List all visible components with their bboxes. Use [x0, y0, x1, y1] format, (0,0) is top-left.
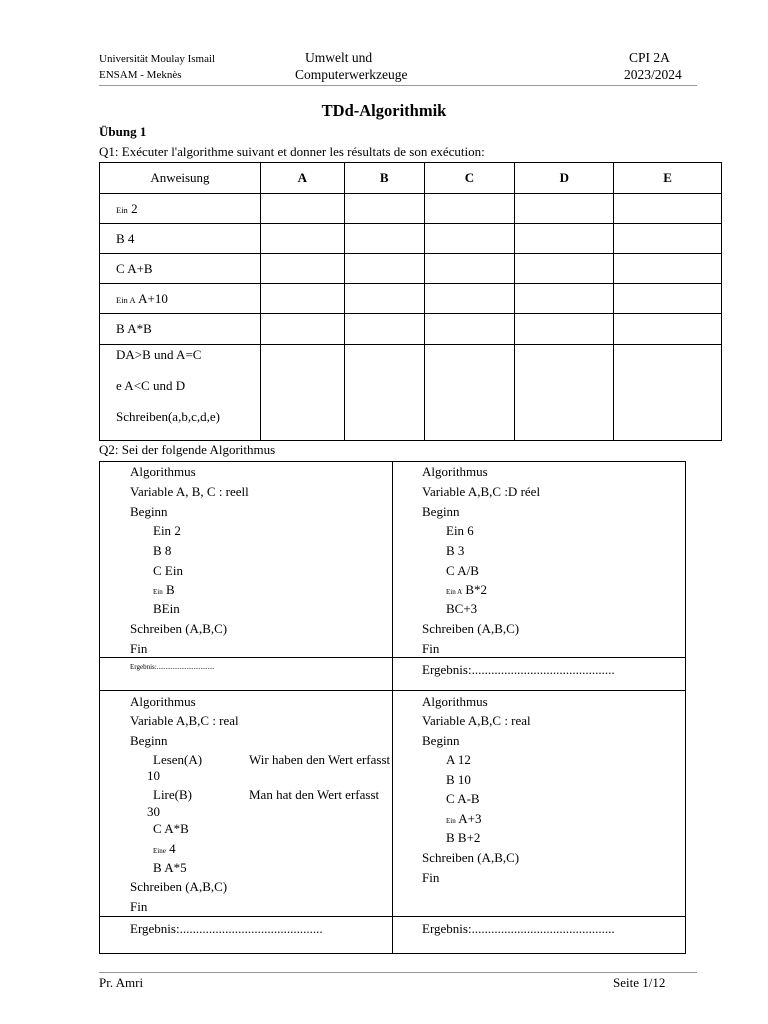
q1-prompt: Q1: Exécuter l'algorithme suivant et donner les résultats de son exécution: [99, 144, 485, 159]
q1-cell [515, 224, 614, 254]
box3-read2-value: 30 [147, 804, 160, 819]
footer-author: Pr. Amri [99, 975, 144, 990]
box3-end: Fin [130, 899, 148, 914]
table-row [100, 344, 722, 440]
header-class: CPI 2A [629, 50, 670, 65]
page-title: TDd-Algorithmik [321, 101, 447, 120]
box1-begin: Beginn [130, 504, 168, 519]
box1-write: Schreiben (A,B,C) [130, 621, 228, 636]
footer-page-number: Seite 1/12 [613, 975, 666, 990]
q1-cell [260, 284, 344, 314]
box2-begin: Beginn [422, 504, 460, 519]
header-school: ENSAM - Meknès [99, 69, 182, 81]
q1-col-d: D [515, 163, 614, 194]
q1-col-b: B [344, 163, 424, 194]
table-row [100, 314, 722, 344]
row5-text: B A*B [116, 321, 152, 337]
q1-cell [260, 194, 344, 224]
box2-line1: Ein 6 [446, 523, 474, 538]
q1-row4-instruction [100, 284, 261, 314]
q1-header-row [100, 163, 722, 194]
q1-cell [344, 224, 424, 254]
row4-text: A+10 [135, 290, 168, 306]
q1-cell [515, 254, 614, 284]
q1-cell [515, 344, 614, 440]
q1-cell [424, 344, 515, 440]
box3-line4 [153, 841, 176, 857]
header-course-line1: Umwelt und [305, 50, 373, 65]
box2-end: Fin [422, 641, 440, 656]
box2-line3: C A/B [446, 563, 479, 578]
box4-line4 [446, 811, 482, 827]
q1-row3-instruction [100, 254, 261, 284]
box4-line4-small: Ein [446, 817, 456, 825]
box4-line5: B B+2 [446, 830, 481, 845]
q1-cell [344, 344, 424, 440]
q1-cell [260, 254, 344, 284]
table-row [100, 254, 722, 284]
q1-cell [424, 314, 515, 344]
box2-var: Variable A,B,C :D réel [422, 484, 541, 499]
row4-small-label: Ein A [116, 294, 136, 305]
box2-line4 [446, 582, 487, 598]
box4-title: Algorithmus [422, 694, 488, 709]
box1-line4 [153, 582, 175, 598]
table-row [100, 194, 722, 224]
box3-line4-text: 4 [165, 841, 176, 856]
box4-result: Ergebnis:............................................ [422, 921, 615, 936]
q1-col-a: A [260, 163, 344, 194]
q2-divider-1 [99, 657, 686, 658]
q2-divider-2 [99, 690, 686, 691]
q1-cell [424, 254, 515, 284]
q1-cell [614, 344, 722, 440]
q1-cell [614, 254, 722, 284]
box3-line5: B A*5 [153, 860, 187, 875]
box3-write: Schreiben (A,B,C) [130, 879, 228, 894]
box3-title: Algorithmus [130, 694, 196, 709]
q2-divider-3 [99, 916, 686, 917]
q1-table [99, 162, 722, 441]
q1-cell [515, 284, 614, 314]
q1-cell [424, 284, 515, 314]
box2-line5: BC+3 [446, 601, 478, 616]
q1-cell [344, 314, 424, 344]
q1-cell [424, 224, 515, 254]
box2-write: Schreiben (A,B,C) [422, 621, 520, 636]
q1-cell [515, 314, 614, 344]
box4-begin: Beginn [422, 733, 460, 748]
row1-small-label: Ein [116, 204, 128, 215]
box1-title: Algorithmus [130, 464, 196, 479]
box1-line1-small: Ein [153, 523, 172, 538]
box2-line4-text: B*2 [462, 582, 488, 597]
header-university: Universität Moulay Ismail [99, 53, 216, 65]
q2-grid-vdivider [392, 461, 393, 954]
q1-row6-instruction [100, 344, 261, 440]
box1-var: Variable A, B, C : reell [130, 484, 249, 499]
q1-cell [614, 284, 722, 314]
box1-line2: B 8 [153, 543, 172, 558]
box3-line3: C A*B [153, 821, 189, 836]
header-course-line2: Computerwerkzeuge [295, 67, 408, 82]
box1-end: Fin [130, 641, 148, 656]
box4-line4-text: A+3 [455, 811, 482, 826]
row6-line3: Schreiben(a,b,c,d,e) [116, 408, 220, 424]
box3-read1-value: 10 [147, 768, 160, 783]
box1-line1-text: 2 [171, 523, 181, 538]
box1-line1 [153, 523, 181, 539]
box4-line3: C A-B [446, 791, 480, 806]
exercise-heading: Übung 1 [99, 124, 147, 139]
table-row [100, 284, 722, 314]
box3-var: Variable A,B,C : real [130, 713, 239, 728]
header-year: 2023/2024 [624, 67, 682, 82]
box3-read2-comment: Man hat den Wert erfasst [249, 787, 380, 802]
footer-divider [99, 972, 697, 973]
box4-write: Schreiben (A,B,C) [422, 850, 520, 865]
table-row [100, 224, 722, 254]
q1-cell [614, 314, 722, 344]
box4-var: Variable A,B,C : real [422, 713, 531, 728]
q1-row2-instruction [100, 224, 261, 254]
box2-line2: B 3 [446, 543, 465, 558]
q1-col-c: C [424, 163, 515, 194]
q1-cell [260, 344, 344, 440]
box4-line2: B 10 [446, 772, 471, 787]
box1-line4-text: B [162, 582, 175, 597]
box1-line5: BEin [153, 601, 180, 616]
q1-cell [614, 224, 722, 254]
box3-read2: Lire(B) [153, 787, 192, 802]
q1-cell [344, 194, 424, 224]
q1-cell [260, 314, 344, 344]
box1-line4-small: Ein [153, 588, 163, 596]
row3-text: C A+B [116, 260, 153, 276]
box4-line1: A 12 [446, 752, 471, 767]
box4-end: Fin [422, 870, 440, 885]
box2-line4-small: Ein A [446, 588, 463, 596]
q1-cell [344, 254, 424, 284]
q1-cell [614, 194, 722, 224]
box3-result: Ergebnis:............................................ [130, 921, 323, 936]
q2-prompt: Q2: Sei der folgende Algorithmus [99, 442, 276, 457]
q1-col-anweisung: Anweisung [100, 163, 261, 194]
q1-cell [424, 194, 515, 224]
row6-line1: DA>B und A=C [116, 346, 202, 362]
row6-line2: e A<C und D [116, 377, 186, 393]
box3-read1: Lesen(A) [153, 752, 203, 767]
box2-title: Algorithmus [422, 464, 488, 479]
box3-line4-small: Eine [153, 847, 166, 855]
q1-row1-instruction [100, 194, 261, 224]
row1-text: 2 [127, 200, 138, 216]
q1-row5-instruction [100, 314, 261, 344]
box3-begin: Beginn [130, 733, 168, 748]
q1-cell [344, 284, 424, 314]
box1-line3: C Ein [153, 563, 183, 578]
q1-cell [260, 224, 344, 254]
row2-text: B 4 [116, 230, 135, 246]
q1-col-e: E [614, 163, 722, 194]
q1-cell [515, 194, 614, 224]
box2-result: Ergebnis:............................................ [422, 662, 615, 677]
box1-result: Ergebnis:................................. [130, 663, 215, 671]
box3-read1-comment: Wir haben den Wert erfasst [249, 752, 391, 767]
header-divider [99, 85, 697, 86]
